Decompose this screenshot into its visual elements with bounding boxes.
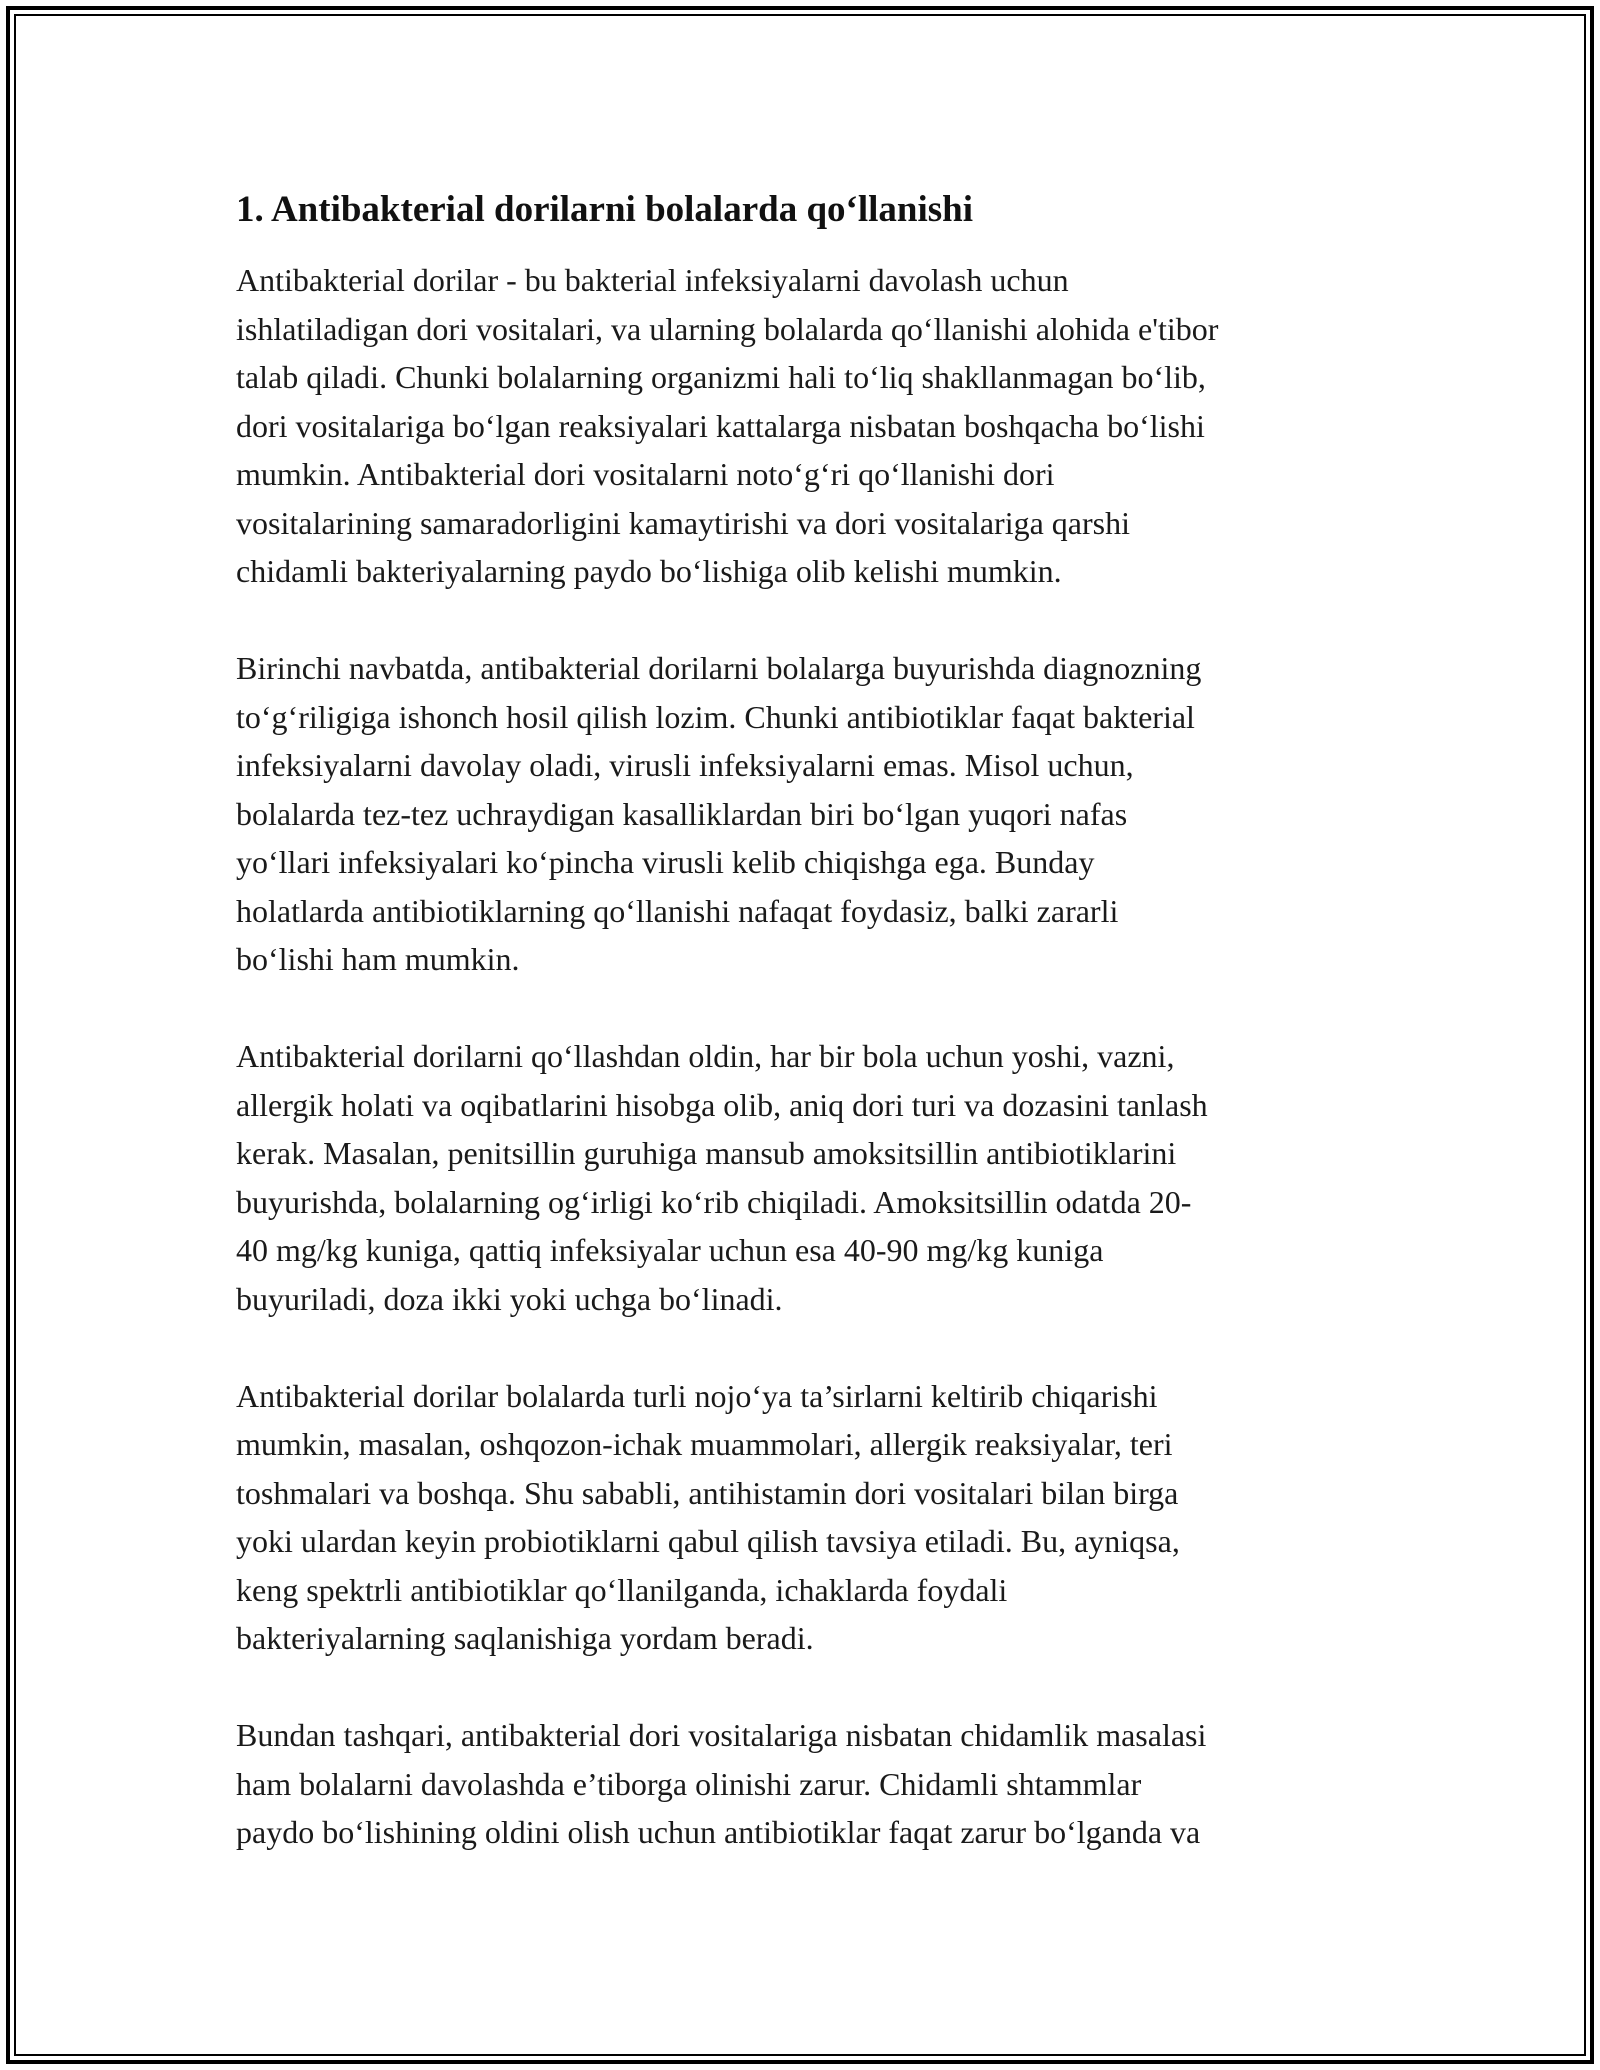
paragraph-2: Birinchi navbatda, antibakterial dorilarni bolalarga buyurishda diagnozning to‘g‘riligiga ishonch hosil qilish lozim. Chunki antibiotiklar faqat bakterial infeksiyalarni davolay oladi, virusli infeksiyalarni emas. Misol uchun, bolalarda tez-tez uchraydigan kasalliklardan biri bo‘lgan yuqori nafas yo‘llari infeksiyalari ko‘pincha virusli kelib chiqishga ega. Bunday holatlarda antibiotiklarning qo‘llanishi nafaqat foydasiz, balki zararli bo‘lishi ham mumkin. [236,650,1202,977]
paragraph-4: Antibakterial dorilar bolalarda turli nojo‘ya ta’sirlarni keltirib chiqarishi mumkin, masalan, oshqozon-ichak muammolari, allergik reaksiyalar, teri toshmalari va boshqa. Shu sababli, antihistamin dori vositalari bilan birga yoki ulardan keyin probiotiklarni qabul qilish tavsiya etiladi. Bu, ayniqsa, keng spektrli antibiotiklar qo‘llanilganda, ichaklarda foydali bakteriyalarning saqlanishiga yordam beradi. [236,1377,1180,1656]
document-body [236,186,1386,1905]
paragraph-5: Bundan tashqari, antibakterial dori vositalariga nisbatan chidamlik masalasi ham bolalarni davolashda e’tiborga olinishi zarur. Chidamli shtammlar paydo bo‘lishining oldini olish uchun antibiotiklar faqat zarur bo‘lganda va [236,1717,1207,1850]
paragraph-3: Antibakterial dorilarni qo‘llashdan oldin, har bir bola uchun yoshi, vazni, allergik holati va oqibatlarini hisobga olib, aniq dori turi va dozasini tanlash kerak. Masalan, penitsillin guruhiga mansub amoksitsillin antibiotiklarini buyurishda, bolalarning og‘irligi ko‘rib chiqiladi. Amoksitsillin odatda 20- 40 mg/kg kuniga, qattiq infeksiyalar uchun esa 40-90 mg/kg kuniga buyuriladi, doza ikki yoki uchga bo‘linadi. [236,1038,1208,1317]
paragraph-1: Antibakterial dorilar - bu bakterial infeksiyalarni davolash uchun ishlatiladigan dori vositalari, va ularning bolalarda qo‘llanishi alohida e'tibor talab qiladi. Chunki bolalarning organizmi hali to‘liq shakllanmagan bo‘lib, dori vositalariga bo‘lgan reaksiyalari kattalarga nisbatan boshqacha bo‘lishi mumkin. Antibakterial dori vositalarni noto‘g‘ri qo‘llanishi dori vositalarining samaradorligini kamaytirishi va dori vositalariga qarshi chidamli bakteriyalarning paydo bo‘lishiga olib kelishi mumkin. [236,262,1219,589]
section-heading: 1. Antibakterial dorilarni bolalarda qo‘llanishi [236,189,974,230]
